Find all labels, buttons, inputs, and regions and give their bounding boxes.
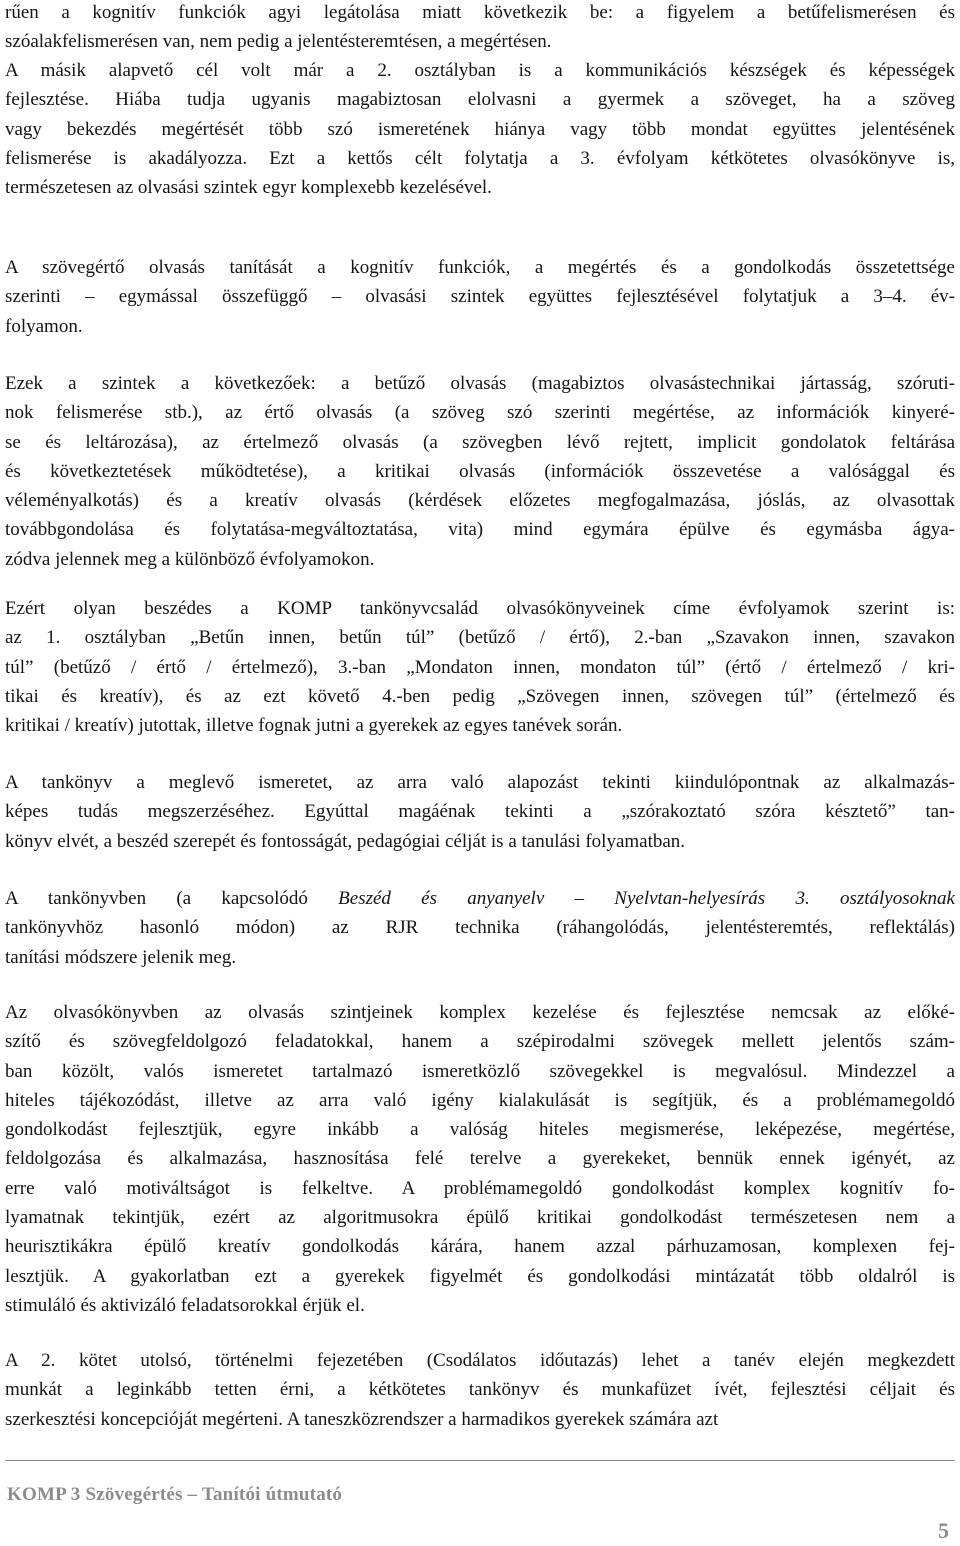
paragraph-reading-levels-list bbox=[5, 369, 955, 574]
paragraph-line: A szövegértő olvasás tanítását a kognitív funkciók, a megértés és a gondolkodás összetettsége bbox=[5, 257, 955, 278]
paragraph-line: stimuláló és aktivizáló feladatsorokkal érjük el. bbox=[5, 1294, 365, 1316]
paragraph-line: szítő és szövegfeldolgozó feladatokkal, hanem a szépirodalmi szövegek mellett jelentős szám- bbox=[5, 1031, 955, 1053]
paragraph-line: az 1. osztályban „Betűn innen, betűn túl” (betűző / értő), 2.-ban „Szavakon innen, szavakon bbox=[5, 627, 955, 649]
paragraph-line: lyamatnak tekintjük, ezért az algoritmusokra épülő kritikai gondolkodást természetesen nem a bbox=[5, 1207, 955, 1229]
paragraph-line: szerinti – egymással összefüggő – olvasási szintek együttes fejlesztésével folytatjuk a 3–4. év- bbox=[5, 286, 955, 308]
paragraph-rjr-technique bbox=[5, 884, 955, 972]
paragraph-line: továbbgondolása és folytatása-megváltoztatása, vita) mind egymára épülve és egymásba ágya- bbox=[5, 519, 955, 541]
paragraph-line: természetesen az olvasási szintek egyr komplexebb kezelésével. bbox=[5, 177, 492, 199]
paragraph-line: könyv elvét, a beszéd szerepét és fontosságát, pedagógiai célját is a tanulási folyamatban. bbox=[5, 830, 686, 852]
paragraph-line: vagy bekezdés megértését több szó ismeretének hiánya vagy több mondat együttes jelentésének bbox=[5, 118, 955, 140]
paragraph-line: rűen a kognitív funkciók agyi legátolása miatt következik be: a figyelem a betűfelismerésen és bbox=[5, 2, 955, 23]
paragraph-problem-solving bbox=[5, 998, 955, 1320]
paragraph-line: túl” (betűző / értő / értelmező), 3.-ban „Mondaton innen, mondaton túl” (értő / értelmező / kri- bbox=[5, 656, 955, 678]
paragraph-line: A másik alapvető cél volt már a 2. osztályban is a kommunikációs készségek és képességek bbox=[5, 60, 955, 81]
paragraph-line: tanítási módszere jelenik meg. bbox=[5, 946, 237, 968]
paragraph-line: Ezért olyan beszédes a KOMP tankönyvcsalád olvasókönyveinek címe évfolyamok szerint is: bbox=[5, 598, 955, 619]
paragraph-line: és következtetések működtetése), a kritikai olvasás (információk összevetése a valósággal és bbox=[5, 460, 955, 482]
paragraph-line: tankönyvhöz hasonló módon) az RJR technika (ráhangolódás, jelentésteremtés, reflektálás) bbox=[5, 917, 955, 939]
paragraph-line: feldolgozása és alkalmazása, hasznosítása felé terelve a gyerekeket, bennük ennek igényét, az bbox=[5, 1148, 955, 1170]
paragraph-line: kritikai / kreatív) jutottak, illetve fognak jutni a gyerekek az egyes tanévek során. bbox=[5, 715, 623, 737]
paragraph-line: véleményalkotás) és a kreatív olvasás (kérdések előzetes megfogalmazása, jóslás, az olvasottak bbox=[5, 490, 955, 512]
paragraph-line: lesztjük. A gyakorlatban ezt a gyerekek figyelmét és gondolkodási mintázatát több oldalról is bbox=[5, 1265, 955, 1287]
paragraph-line: se és leltározása), az értelmező olvasás (a szövegben lévő rejtett, implicit gondolatok feltárása bbox=[5, 431, 955, 453]
paragraph-volume-two bbox=[5, 1346, 955, 1434]
paragraph-line: ban közölt, valós ismeretet tartalmazó ismeretközlő szövegekkel is megvalósul. Mindezzel a bbox=[5, 1060, 955, 1082]
paragraph-book-titles bbox=[5, 594, 955, 740]
paragraph-line: felismerése is akadályozza. Ezt a kettős célt folytatja a 3. évfolyam kétkötetes olvasókönyve is, bbox=[5, 147, 955, 169]
paragraph-line: nok felismerése stb.), az értő olvasás (a szöveg szó szerinti megértése, az információk kinyeré- bbox=[5, 402, 955, 424]
related-book-title: Beszéd és anyanyelv – Nyelvtan-helyesírás 3. osztályosoknak bbox=[338, 888, 955, 909]
paragraph-line: hiteles tájékozódást, illetve az arra való igény kialakulását is segítjük, és a problémamegoldó bbox=[5, 1089, 955, 1111]
paragraph-line: A 2. kötet utolsó, történelmi fejezetében (Csodálatos időutazás) lehet a tanév elején megkezdett bbox=[5, 1350, 955, 1371]
paragraph-line: gondolkodást fejlesztjük, egyre inkább a valóság hiteles megismerése, leképezése, megértése, bbox=[5, 1119, 955, 1141]
paragraph-line: szerkesztési koncepcióját megérteni. A taneszközrendszer a harmadikos gyerekek számára azt bbox=[5, 1408, 719, 1430]
paragraph-continuation bbox=[5, 0, 955, 57]
paragraph-line: heurisztikákra épülő kreatív gondolkodás kárára, hanem azzal párhuzamosan, komplexen fej- bbox=[5, 1236, 955, 1258]
line-prefix: A tankönyvben (a kapcsolódó bbox=[5, 888, 339, 909]
paragraph-line: szóalakfelismerésen van, nem pedig a jelentésteremtésen, a megértésen. bbox=[5, 31, 552, 53]
paragraph-line: Az olvasókönyvben az olvasás szintjeinek komplex kezelése és fejlesztése nemcsak az előké- bbox=[5, 1002, 955, 1023]
paragraph-line: fejlesztése. Hiába tudja ugyanis magabiztosan elolvasni a gyermek a szöveget, ha a szöveg bbox=[5, 89, 955, 111]
footer-title: KOMP 3 Szövegértés – Tanítói útmutató bbox=[7, 1484, 343, 1505]
paragraph-line: zódva jelennek meg a különböző évfolyamokon. bbox=[5, 548, 375, 570]
page-number: 5 bbox=[938, 1518, 949, 1543]
paragraph-line: erre való motiváltságot is felkeltve. A problémamegoldó gondolkodást komplex kognitív fo- bbox=[5, 1177, 955, 1199]
paragraph-line: Ezek a szintek a következőek: a betűző olvasás (magabiztos olvasástechnikai jártasság, szóruti- bbox=[5, 373, 955, 394]
paragraph-line: képes tudás megszerzéséhez. Egyúttal magáénak tekinti a „szórakoztató szóra késztető” tan- bbox=[5, 801, 955, 823]
paragraph-line: munkát a leginkább tetten érni, a kétkötetes tankönyv és munkafüzet ívét, fejlesztési céljait és bbox=[5, 1379, 955, 1401]
footer-divider bbox=[5, 1460, 955, 1461]
paragraph-line: A tankönyv a meglevő ismeretet, az arra való alapozást tekinti kiindulópontnak az alkalmazás- bbox=[5, 772, 955, 793]
paragraph-reading-levels-intro bbox=[5, 253, 955, 341]
document-page bbox=[5, 0, 957, 1546]
paragraph-textbook-basis bbox=[5, 768, 955, 856]
paragraph-line: folyamon. bbox=[5, 315, 83, 337]
paragraph-line: tikai és kreatív), és az ezt követő 4.-ben pedig „Szövegen innen, szövegen túl” (értelmező és bbox=[5, 685, 955, 707]
paragraph-communication-goal bbox=[5, 56, 955, 202]
paragraph-line bbox=[5, 884, 955, 913]
